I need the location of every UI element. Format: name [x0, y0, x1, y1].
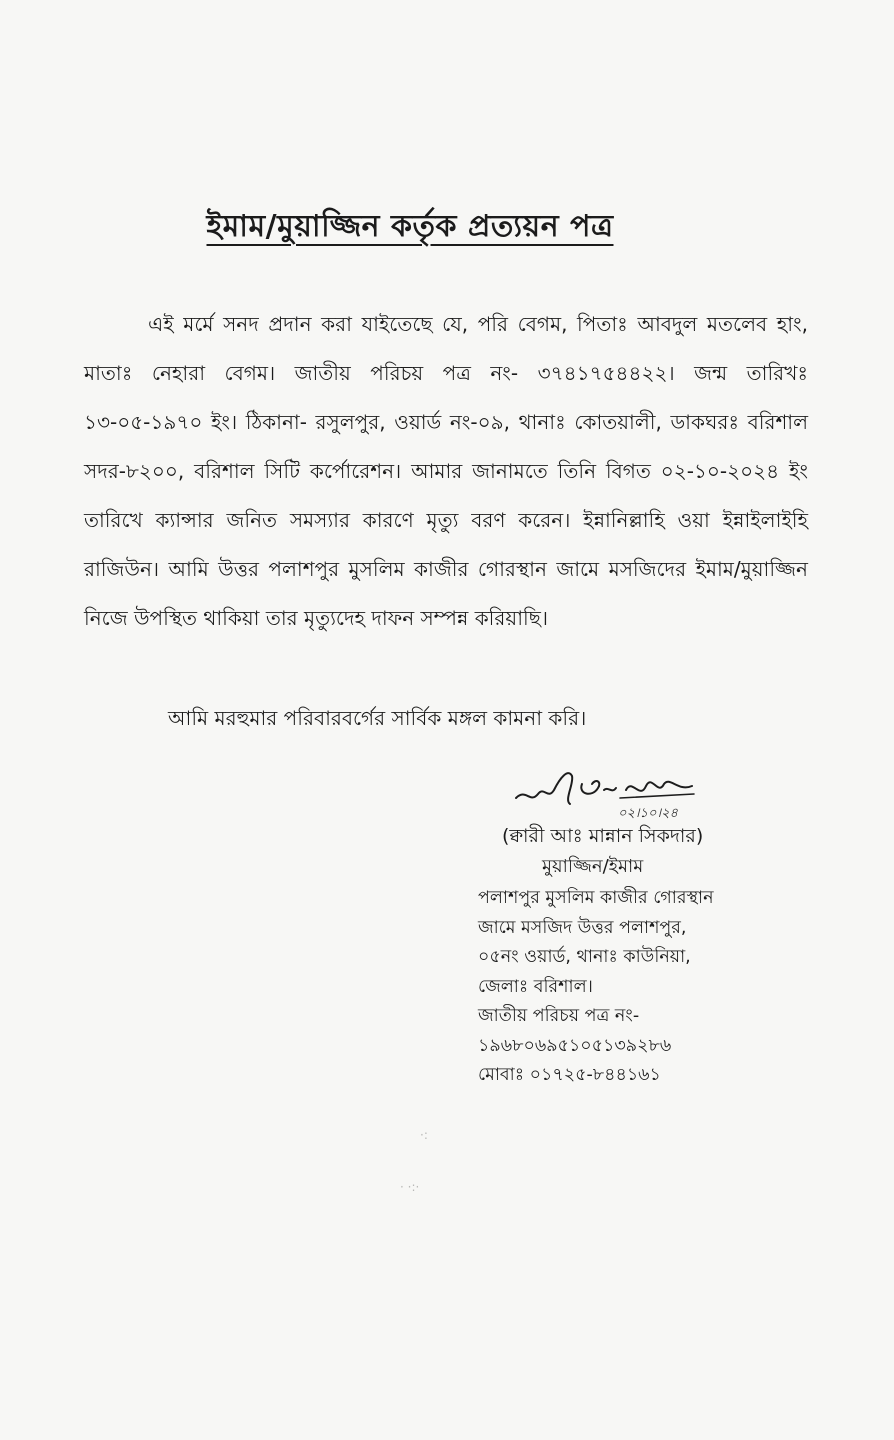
address-line: জাতীয় পরিচয় পত্র নং-	[478, 1006, 640, 1026]
address-line: ০৫নং ওয়ার্ড, থানাঃ কাউনিয়া,	[478, 947, 691, 967]
address-line: জামে মসজিদ উত্তর পলাশপুর,	[478, 917, 687, 938]
signer-name: (ক্বারী আঃ মান্নান সিকদার)	[502, 825, 704, 847]
closing-line: আমি মরহুমার পরিবারবর্গের সার্বিক মঙ্গল কামনা করি।	[168, 706, 587, 730]
address-line: ১৯৬৮০৬৯৫১০৫১৩৯২৮৬	[478, 1035, 672, 1056]
address-line: পলাশপুর মুসলিম কাজীর গোরস্থান	[478, 888, 714, 908]
scan-artifact: · ·:·	[400, 1180, 420, 1194]
address-line: মোবাঃ ০১৭২৫-৮৪৪১৬১	[478, 1065, 661, 1085]
document-title: ইমাম/মুয়াজ্জিন কর্তৃক প্রত্যয়ন পত্র	[206, 209, 614, 244]
signer-address	[478, 884, 778, 1091]
scan-artifact: ·:	[420, 1128, 428, 1142]
address-line: জেলাঃ বরিশাল।	[478, 976, 593, 997]
certificate-body-paragraph: এই মর্মে সনদ প্রদান করা যাইতেছে যে, পরি বেগম, পিতাঃ আবদুল মতলেব হাং, মাতাঃ নেহারা বেগম। জাতীয় পরিচয় পত্র নং- ৩৭৪১৭৫৪৪২২। জন্ম তারিখঃ ১৩-০৫-১৯৭০ ইং। ঠিকানা- রসুলপুর, ওয়ার্ড নং-০৯, থানাঃ কোতয়ালী, ডাকঘরঃ বরিশাল সদর-৮২০০, বরিশাল সিটি কর্পোরেশন। আমার জানামতে তিনি বিগত ০২-১০-২০২৪ ইং তারিখে ক্যান্সার জনিত সমস্যার কারণে মৃত্যু বরণ করেন। ইন্নানিল্লাহি ওয়া ইন্নাইলাইহি রাজিউন। আমি উত্তর পলাশপুর মুসলিম কাজীর গোরস্থান জামে মসজিদের ইমাম/মুয়াজ্জিন নিজে উপস্থিত থাকিয়া তার মৃত্যুদেহ দাফন সম্পন্ন করিয়াছি।	[84, 312, 808, 630]
signer-role: মুয়াজ্জিন/ইমাম	[542, 856, 644, 877]
signature-date: ০২।১০।২৪	[618, 806, 678, 821]
